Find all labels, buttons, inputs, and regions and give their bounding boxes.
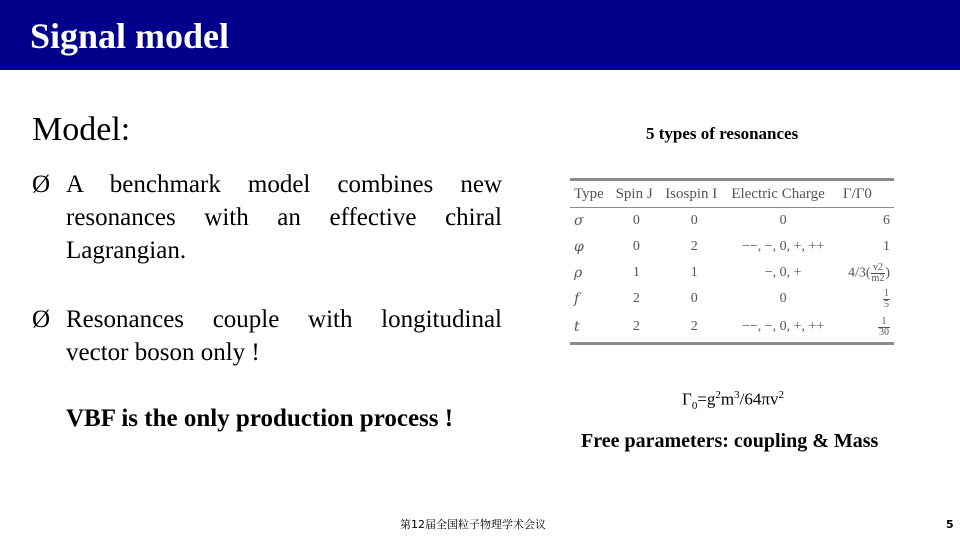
cell-spin: 2: [632, 291, 640, 306]
cell-type: t: [570, 312, 612, 344]
table-row: [570, 312, 894, 344]
ratio-fraction: [883, 289, 890, 310]
cell-charge: −, 0, +: [764, 265, 802, 280]
ratio-denominator: m2: [871, 272, 885, 284]
model-heading: Model:: [32, 111, 131, 148]
cell-charge: 0: [779, 213, 787, 228]
ratio-numerator: 1: [884, 287, 889, 299]
bullet-resonance-coupling: [32, 303, 502, 369]
header-spin: Spin J: [612, 180, 662, 208]
cell-charge: −−, −, 0, +, ++: [741, 239, 825, 254]
cell-ratio: [839, 312, 894, 344]
cell-ratio: [839, 286, 894, 312]
cell-isospin: 1: [690, 265, 698, 280]
cell-spin: 0: [632, 239, 640, 254]
bullet-text: A benchmark model combines new resonances with an effective chiral Lagrangian.: [66, 171, 502, 264]
cell-type: f: [574, 291, 580, 307]
cell-isospin: 2: [661, 312, 727, 344]
footer-conference: 第12届全国粒子物理学术会议: [400, 518, 546, 531]
table-row: [570, 260, 894, 286]
arrow-bullet-icon: Ø: [32, 306, 51, 333]
cell-spin: 0: [632, 213, 640, 228]
bullet-text: Resonances couple with longitudinal vector boson only !: [66, 306, 502, 366]
ratio-fraction: [878, 317, 890, 338]
formula-sub: 0: [691, 400, 698, 413]
bullet-benchmark-model: [32, 168, 502, 267]
arrow-bullet-icon: Ø: [32, 171, 51, 198]
formula-exp3: 2: [778, 389, 784, 401]
vbf-statement: VBF is the only production process !: [66, 405, 454, 432]
title-bar: [0, 0, 960, 70]
cell-ratio: 4/3( $\frac{v2}{m2}$ ): [847, 261, 890, 284]
ratio-numerator: v2: [871, 263, 886, 274]
cell-ratio: 1: [883, 239, 890, 254]
slide-title: Signal model: [30, 16, 230, 56]
cell-type: φ: [574, 239, 584, 255]
ratio-denominator: 5: [884, 298, 889, 310]
resonance-types-title: 5 types of resonances: [646, 124, 799, 143]
ratio-denominator: 30: [879, 326, 889, 338]
cell-type: σ: [574, 213, 584, 229]
cell-ratio: 6: [883, 213, 890, 228]
ratio-prefix: 4/3: [847, 265, 866, 281]
header-type: Type: [570, 180, 612, 208]
cell-isospin: 0: [690, 291, 698, 306]
free-parameters: Free parameters: coupling & Mass: [581, 430, 879, 452]
width-formula: [682, 384, 784, 417]
cell-charge: 0: [779, 291, 787, 306]
table-row: [570, 234, 894, 260]
formula-exp2: 3: [734, 389, 740, 401]
ratio-fraction: [871, 263, 886, 284]
page-number: 5: [946, 518, 954, 531]
cell-spin: 2: [612, 312, 662, 344]
table-header-row: [570, 180, 894, 208]
header-isospin: Isospin I: [661, 180, 727, 208]
header-charge: Electric Charge: [727, 180, 839, 208]
table-row: [570, 286, 894, 312]
formula-mid: m: [720, 389, 735, 409]
formula-div: /64πv: [739, 389, 779, 409]
cell-spin: 1: [632, 265, 640, 280]
formula-eq: =g: [697, 389, 716, 409]
resonance-table: [570, 178, 894, 345]
cell-charge: −−, −, 0, +, ++: [727, 312, 839, 344]
formula-exp1: 2: [715, 389, 721, 401]
cell-type: ρ: [574, 265, 583, 281]
table-row: [570, 208, 894, 235]
cell-isospin: 0: [690, 213, 698, 228]
formula-base: Γ: [682, 389, 692, 409]
ratio-numerator: 1: [878, 317, 890, 328]
cell-isospin: 2: [690, 239, 698, 254]
header-width-ratio: Γ/Γ0: [839, 180, 894, 208]
